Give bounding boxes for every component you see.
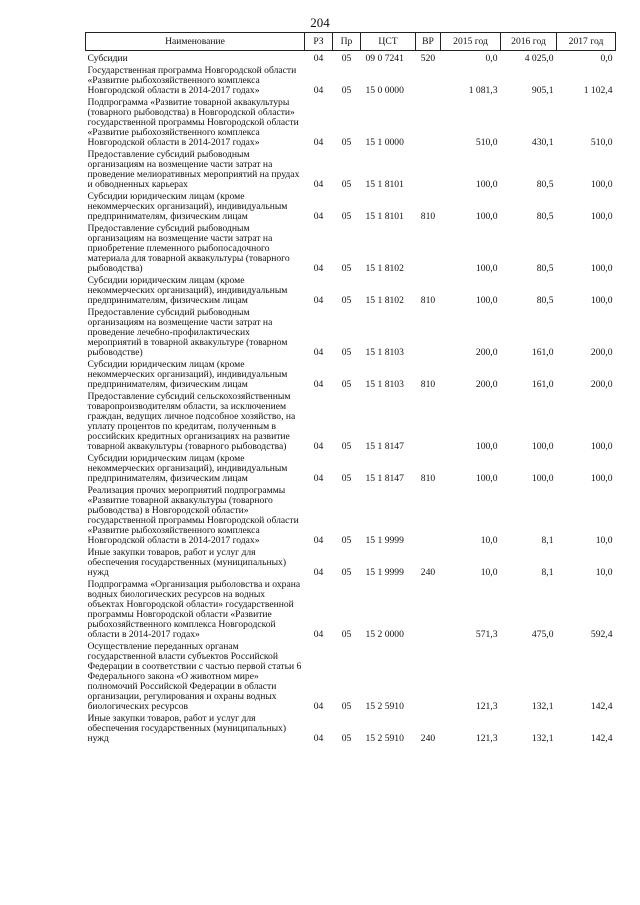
cell-cst: 15 1 8101: [365, 179, 404, 190]
cell-2016: 100,0: [531, 473, 554, 484]
cell-2017: 592,4: [590, 629, 613, 640]
cell-name: Иные закупки товаров, работ и услуг для обеспечения государственных (муниципальных) нужд: [87, 713, 287, 744]
table-row: [86, 51, 616, 67]
cell-vr: [416, 486, 441, 548]
cell-pr: 05: [341, 473, 352, 484]
cell-2016: 132,1: [531, 733, 554, 744]
cell-cst: 15 1 9999: [365, 535, 404, 546]
cell-pr: 05: [341, 263, 352, 274]
cell-2017: 510,0: [590, 137, 613, 148]
cell-2017: 100,0: [590, 441, 613, 452]
cell-2015: 510,0: [475, 137, 498, 148]
cell-vr: 810: [420, 379, 436, 390]
cell-vr: [416, 150, 441, 192]
cell-rz: 04: [313, 567, 324, 578]
cell-vr: [416, 308, 441, 360]
cell-cst: 15 1 8103: [365, 379, 404, 390]
table-row: [86, 392, 616, 454]
cell-2015: 10,0: [480, 567, 498, 578]
table-body: [86, 51, 616, 747]
table-row: [86, 150, 616, 192]
cell-2016: 161,0: [531, 347, 554, 358]
cell-2017: 100,0: [590, 179, 613, 190]
cell-pr: 05: [341, 567, 352, 578]
table-row: [86, 98, 616, 150]
cell-2016: 80,5: [536, 211, 554, 222]
cell-2016: 4 025,0: [524, 53, 554, 64]
cell-2017: 100,0: [590, 263, 613, 274]
table-row: [86, 224, 616, 276]
cell-2016: 80,5: [536, 179, 554, 190]
cell-name: Субсидии юридическим лицам (кроме некоммерческих организаций), индивидуальным предпринимателям, физическим лицам: [87, 191, 288, 222]
cell-2015: 200,0: [475, 347, 498, 358]
page-number: 204: [310, 15, 330, 30]
cell-2017: 100,0: [590, 211, 613, 222]
header-cst: ЦСТ: [361, 33, 416, 51]
cell-2016: 100,0: [531, 441, 554, 452]
cell-2017: 100,0: [590, 295, 613, 306]
cell-2017: 200,0: [590, 347, 613, 358]
cell-pr: 05: [341, 347, 352, 358]
cell-cst: 15 1 8147: [365, 473, 404, 484]
cell-pr: 05: [341, 211, 352, 222]
cell-vr: 810: [420, 295, 436, 306]
cell-name: Реализация прочих мероприятий подпрограммы «Развитие товарной аквакультуры (товарного рыбоводства) в Новгородской области» государственной программы Новгородской области «Развитие рыбохозяйственного комплекса Новгородской области в 2014-2017 годах»: [87, 485, 299, 546]
cell-name: Предоставление субсидий рыбоводным организациям на возмещение части затрат на проведение мелиоративных мероприятий на прудах и обводненных карьерах: [87, 149, 300, 190]
cell-2016: 80,5: [536, 295, 554, 306]
cell-pr: 05: [341, 535, 352, 546]
cell-rz: 04: [313, 53, 324, 64]
table-row: [86, 66, 616, 98]
cell-pr: 05: [341, 53, 352, 64]
cell-2015: 571,3: [475, 629, 498, 640]
cell-cst: 15 1 8103: [365, 347, 404, 358]
cell-name: Предоставление субсидий рыбоводным организациям на возмещение части затрат на приобретение племенного рыбопосадочного материала для товарной аквакультуры (товарного рыбоводства): [87, 223, 290, 274]
cell-2017: 10,0: [595, 535, 613, 546]
cell-2017: 1 102,4: [583, 85, 613, 96]
cell-2016: 8,1: [541, 535, 554, 546]
cell-cst: 09 0 7241: [365, 53, 404, 64]
cell-vr: [416, 392, 441, 454]
cell-rz: 04: [313, 85, 324, 96]
cell-name: Субсидии юридическим лицам (кроме некоммерческих организаций), индивидуальным предпринимателям, физическим лицам: [87, 359, 288, 390]
header-rz: РЗ: [305, 33, 333, 51]
cell-2017: 100,0: [590, 473, 613, 484]
table-row: [86, 486, 616, 548]
cell-cst: 15 1 9999: [365, 567, 404, 578]
budget-table: [85, 32, 616, 746]
table-row: [86, 308, 616, 360]
cell-rz: 04: [313, 701, 324, 712]
cell-name: Подпрограмма «Развитие товарной аквакультуры (товарного рыбоводства) в Новгородской области» государственной программы Новгородской области «Развитие рыбохозяйственного комплекса Новгородской области в 2014-2017 годах»: [87, 97, 299, 148]
cell-vr: [416, 580, 441, 642]
cell-2015: 10,0: [480, 535, 498, 546]
cell-2015: 200,0: [475, 379, 498, 390]
cell-name: Предоставление субсидий рыбоводным организациям на возмещение части затрат на проведение лечебно-профилактических мероприятий в товарной аквакультуре (товарном рыбоводстве): [87, 307, 288, 358]
cell-2016: 80,5: [536, 263, 554, 274]
cell-vr: 240: [420, 567, 436, 578]
cell-2017: 142,4: [590, 733, 613, 744]
cell-vr: 810: [420, 211, 436, 222]
cell-2015: 0,0: [485, 53, 498, 64]
cell-2015: 100,0: [475, 473, 498, 484]
cell-rz: 04: [313, 379, 324, 390]
header-vr: ВР: [416, 33, 441, 51]
cell-2015: 100,0: [475, 263, 498, 274]
header-2015: 2015 год: [441, 33, 501, 51]
cell-name: Субсидии: [87, 53, 128, 64]
cell-2017: 142,4: [590, 701, 613, 712]
cell-rz: 04: [313, 137, 324, 148]
cell-pr: 05: [341, 379, 352, 390]
cell-rz: 04: [313, 263, 324, 274]
table-row: [86, 454, 616, 486]
cell-2016: 8,1: [541, 567, 554, 578]
table-row: [86, 360, 616, 392]
cell-name: Подпрограмма «Организация рыболовства и охрана водных биологических ресурсов на водных объектах Новгородской области» государственной программы Новгородской области «Развитие рыбохозяйственного комплекса Новгородской области в 2014-2017 годах»: [87, 579, 301, 640]
cell-cst: 15 1 8101: [365, 211, 404, 222]
cell-pr: 05: [341, 85, 352, 96]
table-row: [86, 580, 616, 642]
cell-2015: 100,0: [475, 211, 498, 222]
cell-rz: 04: [313, 441, 324, 452]
cell-cst: 15 1 8102: [365, 295, 404, 306]
cell-rz: 04: [313, 179, 324, 190]
cell-2015: 100,0: [475, 441, 498, 452]
cell-pr: 05: [341, 179, 352, 190]
cell-cst: 15 2 5910: [365, 701, 404, 712]
cell-2015: 100,0: [475, 295, 498, 306]
cell-cst: 15 1 8102: [365, 263, 404, 274]
cell-vr: 520: [420, 53, 436, 64]
cell-cst: 15 0 0000: [365, 85, 404, 96]
cell-2016: 161,0: [531, 379, 554, 390]
cell-vr: [416, 66, 441, 98]
cell-pr: 05: [341, 629, 352, 640]
cell-pr: 05: [341, 733, 352, 744]
cell-2017: 0,0: [600, 53, 613, 64]
cell-pr: 05: [341, 137, 352, 148]
cell-rz: 04: [313, 629, 324, 640]
cell-pr: 05: [341, 701, 352, 712]
cell-rz: 04: [313, 295, 324, 306]
cell-vr: 240: [420, 733, 436, 744]
header-2016: 2016 год: [501, 33, 557, 51]
cell-2016: 905,1: [531, 85, 554, 96]
cell-2015: 1 081,3: [468, 85, 498, 96]
table-header-row: [86, 33, 616, 51]
cell-cst: 15 1 0000: [365, 137, 404, 148]
table-row: [86, 276, 616, 308]
cell-2017: 10,0: [595, 567, 613, 578]
table-row: [86, 548, 616, 580]
table-row: [86, 642, 616, 714]
cell-rz: 04: [313, 473, 324, 484]
cell-vr: 810: [420, 473, 436, 484]
cell-2016: 430,1: [531, 137, 554, 148]
cell-rz: 04: [313, 733, 324, 744]
cell-pr: 05: [341, 441, 352, 452]
cell-2015: 121,3: [475, 733, 498, 744]
cell-2016: 132,1: [531, 701, 554, 712]
cell-cst: 15 2 0000: [365, 629, 404, 640]
cell-rz: 04: [313, 535, 324, 546]
cell-name: Предоставление субсидий сельскохозяйственным товаропроизводителям области, за исключением граждан, ведущих личное подсобное хозяйство, на уплату процентов по кредитам, полученным в российских кредитных организациях на развитие товарной аквакультуры (товарного рыбоводства): [87, 391, 296, 452]
cell-name: Государственная программа Новгородской области «Развитие рыбохозяйственного комплекса Новгородской области в 2014-2017 годах»: [87, 65, 297, 96]
cell-cst: 15 1 8147: [365, 441, 404, 452]
cell-pr: 05: [341, 295, 352, 306]
cell-vr: [416, 642, 441, 714]
cell-2016: 475,0: [531, 629, 554, 640]
cell-name: Субсидии юридическим лицам (кроме некоммерческих организаций), индивидуальным предпринимателям, физическим лицам: [87, 453, 288, 484]
cell-2015: 100,0: [475, 179, 498, 190]
cell-name: Осуществление переданных органам государственной власти субъектов Российской Федерации в соответствии с частью первой статьи 6 Федерального закона «О животном мире» полномочий Российской Федерации в области организации, регулирования и охраны водных биологических ресурсов: [87, 641, 302, 712]
cell-rz: 04: [313, 347, 324, 358]
cell-name: Субсидии юридическим лицам (кроме некоммерческих организаций), индивидуальным предпринимателям, физическим лицам: [87, 275, 288, 306]
header-name: Наименование: [86, 33, 305, 51]
cell-2015: 121,3: [475, 701, 498, 712]
header-2017: 2017 год: [557, 33, 616, 51]
table-row: [86, 714, 616, 746]
cell-2017: 200,0: [590, 379, 613, 390]
cell-name: Иные закупки товаров, работ и услуг для обеспечения государственных (муниципальных) нужд: [87, 547, 287, 578]
cell-vr: [416, 98, 441, 150]
header-pr: Пр: [333, 33, 361, 51]
cell-cst: 15 2 5910: [365, 733, 404, 744]
table-row: [86, 192, 616, 224]
cell-rz: 04: [313, 211, 324, 222]
cell-vr: [416, 224, 441, 276]
